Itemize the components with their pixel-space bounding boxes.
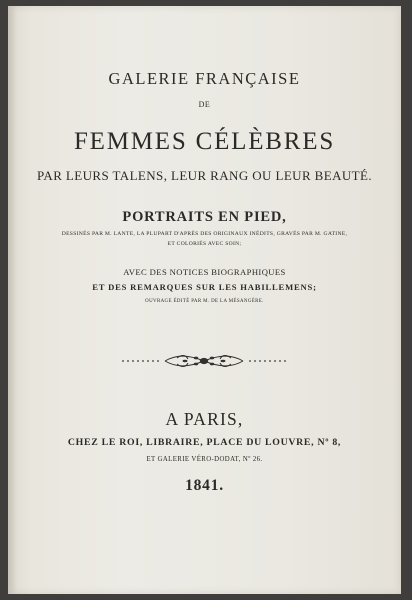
coloring-credit: ET COLORIÉS AVEC SOIN; xyxy=(167,241,242,247)
main-title: FEMMES CÉLÈBRES xyxy=(73,128,336,155)
title-page xyxy=(8,6,401,594)
publisher-address: CHEZ LE ROI, LIBRAIRE, PLACE DU LOUVRE, Nº 8, xyxy=(67,437,342,448)
floral-ornament-icon xyxy=(119,352,289,370)
publication-city: A PARIS, xyxy=(165,409,244,429)
remarques-line: ET DES REMARQUES SUR LES HABILLEMENS; xyxy=(92,282,317,292)
publication-year: 1841. xyxy=(185,477,224,494)
notices-line: AVEC DES NOTICES BIOGRAPHIQUES xyxy=(123,267,286,277)
engraving-credit: DESSINÉS PAR M. LANTE, LA PLUPART D'APRÈS DES ORIGINAUX INÉDITS, GRAVÉS PAR M. GATINE, xyxy=(61,231,348,237)
series-title: GALERIE FRANÇAISE xyxy=(108,69,301,88)
editor-line: OUVRAGE ÉDITÉ PAR M. DE LA MÉSANGÈRE. xyxy=(145,299,264,304)
portraits-heading: PORTRAITS EN PIED, xyxy=(122,209,287,225)
series-preposition: DE xyxy=(198,100,211,109)
gallery-address: ET GALERIE VÉRO-DODAT, Nº 26. xyxy=(146,456,263,463)
subtitle: PAR LEURS TALENS, LEUR RANG OU LEUR BEAUTÉ. xyxy=(36,168,373,183)
